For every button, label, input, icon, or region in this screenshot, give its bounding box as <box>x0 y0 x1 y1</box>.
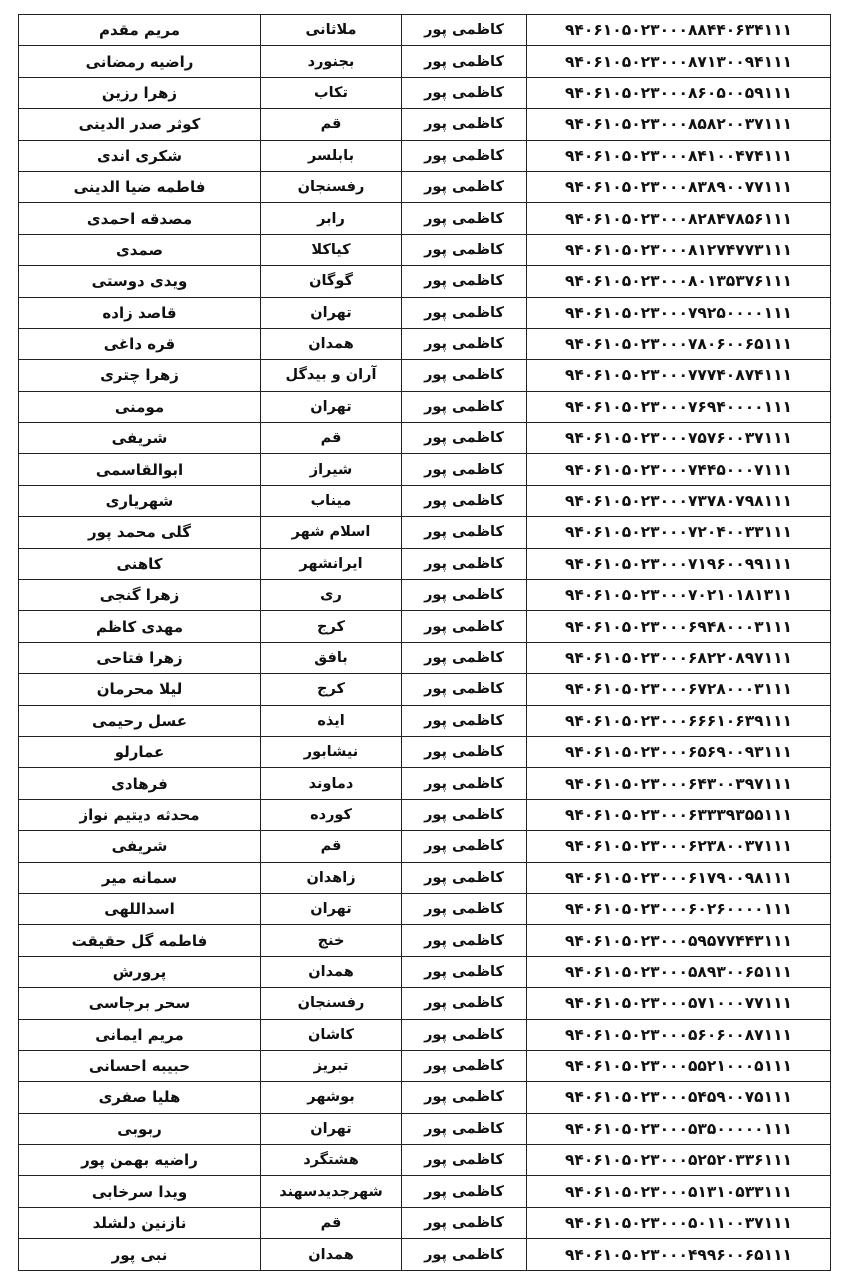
surname-cell: کاظمی پور <box>402 234 527 265</box>
surname-cell: کاظمی پور <box>402 109 527 140</box>
city-cell: گوگان <box>261 266 402 297</box>
surname-cell: کاظمی پور <box>402 77 527 108</box>
name-cell: زهرا فتاحی <box>19 642 261 673</box>
city-cell: بابلسر <box>261 140 402 171</box>
surname-cell: کاظمی پور <box>402 517 527 548</box>
city-cell: ری <box>261 580 402 611</box>
city-cell: نیشابور <box>261 736 402 767</box>
name-cell: کاهنی <box>19 548 261 579</box>
name-cell: مریم مقدم <box>19 15 261 46</box>
surname-cell: کاظمی پور <box>402 1176 527 1207</box>
name-cell: مصدقه احمدی <box>19 203 261 234</box>
city-cell: کورده <box>261 799 402 830</box>
name-cell: مهدی کاظم <box>19 611 261 642</box>
city-cell: همدان <box>261 956 402 987</box>
name-cell: ابوالقاسمی <box>19 454 261 485</box>
name-cell: شریفی <box>19 423 261 454</box>
table-row <box>19 862 831 893</box>
surname-cell: کاظمی پور <box>402 140 527 171</box>
code-cell: ۹۴۰۶۱۰۵۰۲۳۰۰۰۵۶۰۶۰۰۸۷۱۱۱ <box>527 1019 831 1050</box>
surname-cell: کاظمی پور <box>402 1207 527 1238</box>
city-cell: بوشهر <box>261 1082 402 1113</box>
table-row <box>19 768 831 799</box>
name-cell: فاطمه گل حقیقت <box>19 925 261 956</box>
name-cell: زهرا گنجی <box>19 580 261 611</box>
table-row <box>19 391 831 422</box>
table-row <box>19 611 831 642</box>
code-cell: ۹۴۰۶۱۰۵۰۲۳۰۰۰۷۹۲۵۰۰۰۰۱۱۱ <box>527 297 831 328</box>
code-cell: ۹۴۰۶۱۰۵۰۲۳۰۰۰۷۴۴۵۰۰۰۷۱۱۱ <box>527 454 831 485</box>
surname-cell: کاظمی پور <box>402 956 527 987</box>
city-cell: رفسنجان <box>261 988 402 1019</box>
table-row <box>19 171 831 202</box>
surname-cell: کاظمی پور <box>402 893 527 924</box>
code-cell: ۹۴۰۶۱۰۵۰۲۳۰۰۰۵۰۱۱۰۰۳۷۱۱۱ <box>527 1207 831 1238</box>
surname-cell: کاظمی پور <box>402 15 527 46</box>
name-cell: راضیه بهمن پور <box>19 1145 261 1176</box>
table-row <box>19 266 831 297</box>
surname-cell: کاظمی پور <box>402 266 527 297</box>
code-cell: ۹۴۰۶۱۰۵۰۲۳۰۰۰۸۲۸۴۷۸۵۶۱۱۱ <box>527 203 831 234</box>
city-cell: کیاکلا <box>261 234 402 265</box>
code-cell: ۹۴۰۶۱۰۵۰۲۳۰۰۰۶۹۴۸۰۰۰۳۱۱۱ <box>527 611 831 642</box>
name-cell: ویدا سرخابی <box>19 1176 261 1207</box>
surname-cell: کاظمی پور <box>402 171 527 202</box>
name-cell: ویدی دوستی <box>19 266 261 297</box>
table-row <box>19 893 831 924</box>
name-cell: قاصد زاده <box>19 297 261 328</box>
code-cell: ۹۴۰۶۱۰۵۰۲۳۰۰۰۶۲۳۸۰۰۳۷۱۱۱ <box>527 831 831 862</box>
city-cell: شیراز <box>261 454 402 485</box>
code-cell: ۹۴۰۶۱۰۵۰۲۳۰۰۰۵۹۵۷۷۴۴۳۱۱۱ <box>527 925 831 956</box>
surname-cell: کاظمی پور <box>402 988 527 1019</box>
name-cell: مومنی <box>19 391 261 422</box>
table-row <box>19 1019 831 1050</box>
surname-cell: کاظمی پور <box>402 1145 527 1176</box>
city-cell: قم <box>261 109 402 140</box>
name-cell: فرهادی <box>19 768 261 799</box>
city-cell: قم <box>261 423 402 454</box>
name-cell: کوثر صدر الدینی <box>19 109 261 140</box>
name-cell: صمدی <box>19 234 261 265</box>
code-cell: ۹۴۰۶۱۰۵۰۲۳۰۰۰۸۳۸۹۰۰۷۷۱۱۱ <box>527 171 831 202</box>
code-cell: ۹۴۰۶۱۰۵۰۲۳۰۰۰۵۴۵۹۰۰۷۵۱۱۱ <box>527 1082 831 1113</box>
name-cell: ربوبی <box>19 1113 261 1144</box>
table-row <box>19 360 831 391</box>
city-cell: همدان <box>261 328 402 359</box>
code-cell: ۹۴۰۶۱۰۵۰۲۳۰۰۰۴۹۹۶۰۰۶۵۱۱۱ <box>527 1239 831 1271</box>
code-cell: ۹۴۰۶۱۰۵۰۲۳۰۰۰۵۷۱۰۰۰۷۷۱۱۱ <box>527 988 831 1019</box>
city-cell: تهران <box>261 391 402 422</box>
surname-cell: کاظمی پور <box>402 925 527 956</box>
table-row <box>19 925 831 956</box>
code-cell: ۹۴۰۶۱۰۵۰۲۳۰۰۰۵۳۵۰۰۰۰۰۱۱۱ <box>527 1113 831 1144</box>
surname-cell: کاظمی پور <box>402 674 527 705</box>
table-row <box>19 548 831 579</box>
code-cell: ۹۴۰۶۱۰۵۰۲۳۰۰۰۵۱۳۱۰۵۳۳۱۱۱ <box>527 1176 831 1207</box>
code-cell: ۹۴۰۶۱۰۵۰۲۳۰۰۰۷۸۰۶۰۰۶۵۱۱۱ <box>527 328 831 359</box>
table-row <box>19 46 831 77</box>
code-cell: ۹۴۰۶۱۰۵۰۲۳۰۰۰۶۶۶۱۰۶۳۹۱۱۱ <box>527 705 831 736</box>
city-cell: کرج <box>261 611 402 642</box>
table-row <box>19 109 831 140</box>
surname-cell: کاظمی پور <box>402 642 527 673</box>
city-cell: بافق <box>261 642 402 673</box>
table-row <box>19 423 831 454</box>
code-cell: ۹۴۰۶۱۰۵۰۲۳۰۰۰۷۱۹۶۰۰۹۹۱۱۱ <box>527 548 831 579</box>
surname-cell: کاظمی پور <box>402 1113 527 1144</box>
city-cell: تکاب <box>261 77 402 108</box>
table-row <box>19 1207 831 1238</box>
name-cell: شهریاری <box>19 485 261 516</box>
table-row <box>19 988 831 1019</box>
surname-cell: کاظمی پور <box>402 1239 527 1271</box>
name-cell: پرورش <box>19 956 261 987</box>
surname-cell: کاظمی پور <box>402 203 527 234</box>
table-row <box>19 1082 831 1113</box>
name-cell: مریم ایمانی <box>19 1019 261 1050</box>
city-cell: همدان <box>261 1239 402 1271</box>
surname-cell: کاظمی پور <box>402 831 527 862</box>
code-cell: ۹۴۰۶۱۰۵۰۲۳۰۰۰۶۱۷۹۰۰۹۸۱۱۱ <box>527 862 831 893</box>
city-cell: اسلام شهر <box>261 517 402 548</box>
code-cell: ۹۴۰۶۱۰۵۰۲۳۰۰۰۶۵۶۹۰۰۹۳۱۱۱ <box>527 736 831 767</box>
table-row <box>19 580 831 611</box>
code-cell: ۹۴۰۶۱۰۵۰۲۳۰۰۰۵۸۹۳۰۰۶۵۱۱۱ <box>527 956 831 987</box>
surname-cell: کاظمی پور <box>402 423 527 454</box>
code-cell: ۹۴۰۶۱۰۵۰۲۳۰۰۰۸۷۱۳۰۰۹۴۱۱۱ <box>527 46 831 77</box>
surname-cell: کاظمی پور <box>402 328 527 359</box>
code-cell: ۹۴۰۶۱۰۵۰۲۳۰۰۰۷۰۲۱۰۱۸۱۳۱۱ <box>527 580 831 611</box>
name-cell: عسل رحیمی <box>19 705 261 736</box>
city-cell: کاشان <box>261 1019 402 1050</box>
city-cell: آران و بیدگل <box>261 360 402 391</box>
table-row <box>19 705 831 736</box>
surname-cell: کاظمی پور <box>402 485 527 516</box>
surname-cell: کاظمی پور <box>402 768 527 799</box>
name-cell: سمانه میر <box>19 862 261 893</box>
code-cell: ۹۴۰۶۱۰۵۰۲۳۰۰۰۵۲۵۲۰۳۳۶۱۱۱ <box>527 1145 831 1176</box>
surname-cell: کاظمی پور <box>402 360 527 391</box>
table-row <box>19 140 831 171</box>
name-cell: حبیبه احسانی <box>19 1050 261 1081</box>
name-cell: زهرا چتری <box>19 360 261 391</box>
name-cell: شکری اندی <box>19 140 261 171</box>
table-row <box>19 831 831 862</box>
table-row <box>19 485 831 516</box>
city-cell: ایذه <box>261 705 402 736</box>
name-cell: راضیه رمضانی <box>19 46 261 77</box>
name-cell: نازنین دلشلد <box>19 1207 261 1238</box>
name-cell: لیلا محرمان <box>19 674 261 705</box>
code-cell: ۹۴۰۶۱۰۵۰۲۳۰۰۰۷۵۷۶۰۰۳۷۱۱۱ <box>527 423 831 454</box>
code-cell: ۹۴۰۶۱۰۵۰۲۳۰۰۰۶۷۲۸۰۰۰۳۱۱۱ <box>527 674 831 705</box>
table-row <box>19 736 831 767</box>
city-cell: کرج <box>261 674 402 705</box>
city-cell: بجنورد <box>261 46 402 77</box>
city-cell: زاهدان <box>261 862 402 893</box>
code-cell: ۹۴۰۶۱۰۵۰۲۳۰۰۰۸۸۴۴۰۶۳۴۱۱۱ <box>527 15 831 46</box>
surname-cell: کاظمی پور <box>402 548 527 579</box>
table-row <box>19 297 831 328</box>
table-row <box>19 1239 831 1271</box>
table-row <box>19 1113 831 1144</box>
name-cell: هلیا صفری <box>19 1082 261 1113</box>
name-cell: گلی محمد پور <box>19 517 261 548</box>
table-row <box>19 203 831 234</box>
name-cell: سحر برجاسی <box>19 988 261 1019</box>
city-cell: ملاثانی <box>261 15 402 46</box>
document-sheet <box>18 14 830 1271</box>
name-cell: فاطمه ضیا الدینی <box>19 171 261 202</box>
name-cell: اسداللهی <box>19 893 261 924</box>
city-cell: قم <box>261 831 402 862</box>
surname-cell: کاظمی پور <box>402 862 527 893</box>
table-row <box>19 642 831 673</box>
city-cell: قم <box>261 1207 402 1238</box>
city-cell: دماوند <box>261 768 402 799</box>
table-row <box>19 956 831 987</box>
code-cell: ۹۴۰۶۱۰۵۰۲۳۰۰۰۶۰۲۶۰۰۰۰۱۱۱ <box>527 893 831 924</box>
table-row <box>19 328 831 359</box>
table-row <box>19 1145 831 1176</box>
name-cell: محدثه دیتیم نواز <box>19 799 261 830</box>
city-cell: خنج <box>261 925 402 956</box>
table-row <box>19 799 831 830</box>
code-cell: ۹۴۰۶۱۰۵۰۲۳۰۰۰۵۵۲۱۰۰۰۵۱۱۱ <box>527 1050 831 1081</box>
name-cell: زهرا رزین <box>19 77 261 108</box>
city-cell: ایرانشهر <box>261 548 402 579</box>
city-cell: تبریز <box>261 1050 402 1081</box>
code-cell: ۹۴۰۶۱۰۵۰۲۳۰۰۰۸۱۲۷۴۷۷۳۱۱۱ <box>527 234 831 265</box>
code-cell: ۹۴۰۶۱۰۵۰۲۳۰۰۰۷۳۷۸۰۷۹۸۱۱۱ <box>527 485 831 516</box>
surname-cell: کاظمی پور <box>402 297 527 328</box>
table-row <box>19 15 831 46</box>
code-cell: ۹۴۰۶۱۰۵۰۲۳۰۰۰۸۵۸۲۰۰۳۷۱۱۱ <box>527 109 831 140</box>
surname-cell: کاظمی پور <box>402 391 527 422</box>
code-cell: ۹۴۰۶۱۰۵۰۲۳۰۰۰۷۷۷۴۰۸۷۴۱۱۱ <box>527 360 831 391</box>
surname-cell: کاظمی پور <box>402 611 527 642</box>
table-row <box>19 674 831 705</box>
surname-cell: کاظمی پور <box>402 46 527 77</box>
surname-cell: کاظمی پور <box>402 799 527 830</box>
table-row <box>19 1050 831 1081</box>
city-cell: تهران <box>261 1113 402 1144</box>
table-row <box>19 517 831 548</box>
city-cell: تهران <box>261 297 402 328</box>
surname-cell: کاظمی پور <box>402 736 527 767</box>
table-row <box>19 454 831 485</box>
city-cell: تهران <box>261 893 402 924</box>
city-cell: میناب <box>261 485 402 516</box>
records-table-body <box>19 15 831 1271</box>
code-cell: ۹۴۰۶۱۰۵۰۲۳۰۰۰۸۰۱۳۵۳۷۶۱۱۱ <box>527 266 831 297</box>
surname-cell: کاظمی پور <box>402 1082 527 1113</box>
surname-cell: کاظمی پور <box>402 705 527 736</box>
name-cell: نبی پور <box>19 1239 261 1271</box>
code-cell: ۹۴۰۶۱۰۵۰۲۳۰۰۰۸۶۰۵۰۰۵۹۱۱۱ <box>527 77 831 108</box>
name-cell: عمارلو <box>19 736 261 767</box>
code-cell: ۹۴۰۶۱۰۵۰۲۳۰۰۰۸۴۱۰۰۴۷۴۱۱۱ <box>527 140 831 171</box>
code-cell: ۹۴۰۶۱۰۵۰۲۳۰۰۰۶۸۲۲۰۸۹۷۱۱۱ <box>527 642 831 673</box>
surname-cell: کاظمی پور <box>402 1050 527 1081</box>
name-cell: شریفی <box>19 831 261 862</box>
code-cell: ۹۴۰۶۱۰۵۰۲۳۰۰۰۷۲۰۴۰۰۳۳۱۱۱ <box>527 517 831 548</box>
table-row <box>19 1176 831 1207</box>
surname-cell: کاظمی پور <box>402 1019 527 1050</box>
surname-cell: کاظمی پور <box>402 580 527 611</box>
code-cell: ۹۴۰۶۱۰۵۰۲۳۰۰۰۶۴۳۰۰۳۹۷۱۱۱ <box>527 768 831 799</box>
city-cell: رفسنجان <box>261 171 402 202</box>
city-cell: رابر <box>261 203 402 234</box>
records-table <box>18 14 831 1271</box>
name-cell: قره داغی <box>19 328 261 359</box>
surname-cell: کاظمی پور <box>402 454 527 485</box>
city-cell: شهرجدیدسهند <box>261 1176 402 1207</box>
city-cell: هشتگرد <box>261 1145 402 1176</box>
table-row <box>19 77 831 108</box>
table-row <box>19 234 831 265</box>
code-cell: ۹۴۰۶۱۰۵۰۲۳۰۰۰۶۳۳۳۹۳۵۵۱۱۱ <box>527 799 831 830</box>
code-cell: ۹۴۰۶۱۰۵۰۲۳۰۰۰۷۶۹۴۰۰۰۰۱۱۱ <box>527 391 831 422</box>
